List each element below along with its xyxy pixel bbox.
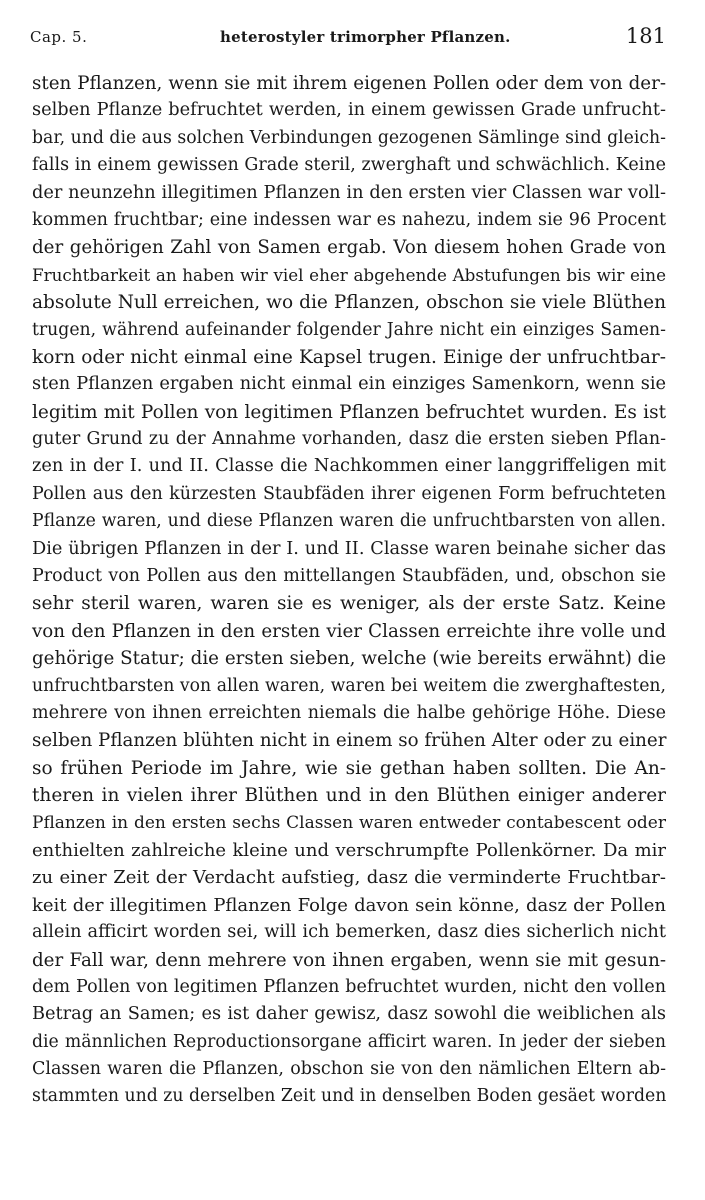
text-line: Product von Pollen aus den mittellangen Staubfäden, und, obschon sie xyxy=(32,566,666,587)
text-line: selben Pflanzen blühten nicht in einem so frühen Alter oder zu einer xyxy=(32,730,667,752)
text-line: sten Pflanzen ergaben nicht einmal ein einziges Samenkorn, wenn sie xyxy=(32,374,666,395)
text-line: guter Grund zu der Annahme vorhanden, dasz die ersten sieben Pflan- xyxy=(32,429,666,450)
text-line: Pflanze waren, und diese Pflanzen waren die unfruchtbarsten von allen. xyxy=(32,511,666,532)
text-line: dem Pollen von legitimen Pflanzen befruchtet wurden, nicht den vollen xyxy=(32,976,666,997)
text-line: keit der illegitimen Pflanzen Folge davon sein könne, dasz der Pollen xyxy=(32,894,666,916)
text-line: allein afficirt worden sei, will ich bemerken, dasz dies sicherlich nicht xyxy=(32,922,666,943)
text-line: der gehörigen Zahl von Samen ergab. Von diesem hohen Grade von xyxy=(32,237,666,259)
text-line: gehörige Statur; die ersten sieben, welche (wie bereits erwähnt) die xyxy=(32,648,666,670)
text-line: sten Pflanzen, wenn sie mit ihrem eigenen Pollen oder dem von der- xyxy=(32,73,666,94)
text-line: der Fall war, denn mehrere von ihnen ergaben, wenn sie mit gesun- xyxy=(32,949,666,971)
text-line: Betrag an Samen; es ist daher gewisz, dasz sowohl die weiblichen als xyxy=(32,1004,666,1025)
text-line: zen in der I. und II. Classe die Nachkommen einer langgriffeligen mit xyxy=(32,456,666,477)
page-number: 181 xyxy=(625,24,666,48)
text-line: trugen, während aufeinander folgender Jahre nicht ein einziges Samen- xyxy=(32,319,666,340)
text-line: enthielten zahlreiche kleine und verschrumpfte Pollenkörner. Da mir xyxy=(32,839,666,861)
body-text xyxy=(32,70,666,1111)
running-title: heterostyler trimorpher Pflanzen. xyxy=(220,28,511,46)
text-line: Pflanzen in den ersten sechs Classen waren entweder contabescent oder xyxy=(32,812,666,833)
text-line: korn oder nicht einmal eine Kapsel trugen. Einige der unfruchtbar- xyxy=(32,346,666,368)
text-line: von den Pflanzen in den ersten vier Classen erreichte ihre volle und xyxy=(32,620,666,642)
text-line: Pollen aus den kürzesten Staubfäden ihrer eigenen Form befruchteten xyxy=(32,483,666,504)
text-line: mehrere von ihnen erreichten niemals die halbe gehörige Höhe. Diese xyxy=(32,702,666,723)
text-line: sehr steril waren, waren sie es weniger, als der erste Satz. Keine xyxy=(32,593,666,615)
text-line: zu einer Zeit der Verdacht aufstieg, dasz die verminderte Fruchtbar- xyxy=(32,867,666,889)
text-line: legitim mit Pollen von legitimen Pflanzen befruchtet wurden. Es ist xyxy=(32,401,666,423)
text-line: falls in einem gewissen Grade steril, zwerghaft und schwächlich. Keine xyxy=(32,155,666,176)
text-line: der neunzehn illegitimen Pflanzen in den ersten vier Classen war voll- xyxy=(32,182,666,203)
text-line: stammten und zu derselben Zeit und in denselben Boden gesäet worden xyxy=(32,1086,667,1107)
text-line: theren in vielen ihrer Blüthen und in den Blüthen einiger anderer xyxy=(32,785,666,807)
text-line: unfruchtbarsten von allen waren, waren bei weitem die zwerghaftesten, xyxy=(32,675,666,696)
text-line: Fruchtbarkeit an haben wir viel eher abgehende Abstufungen bis wir eine xyxy=(32,264,666,285)
text-line: Classen waren die Pflanzen, obschon sie von den nämlichen Eltern ab- xyxy=(32,1059,666,1080)
text-line: bar, und die aus solchen Verbindungen gezogenen Sämlinge sind gleich- xyxy=(32,127,666,148)
text-line: die männlichen Reproductionsorgane afficirt waren. In jeder der sieben xyxy=(32,1031,666,1052)
text-line: absolute Null erreichen, wo die Pflanzen, obschon sie viele Blüthen xyxy=(32,292,666,314)
text-line: Die übrigen Pflanzen in der I. und II. Classe waren beinahe sicher das xyxy=(32,538,666,559)
text-line: so frühen Periode im Jahre, wie sie gethan haben sollten. Die An- xyxy=(32,757,666,779)
page-header xyxy=(30,22,670,52)
chapter-label: Cap. 5. xyxy=(30,28,88,46)
text-line: selben Pflanze befruchtet werden, in einem gewissen Grade unfrucht- xyxy=(32,100,666,121)
text-line: kommen fruchtbar; eine indessen war es nahezu, indem sie 96 Procent xyxy=(32,209,666,230)
